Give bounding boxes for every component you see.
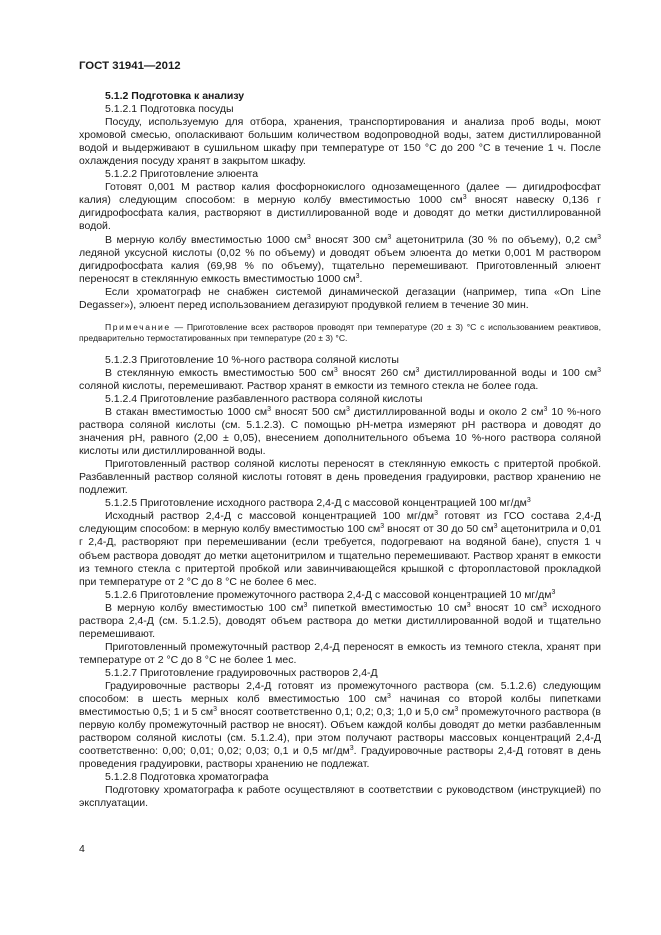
- document-body: [79, 90, 601, 810]
- note-text: — Приготовление всех растворов проводят при температуре (20 ± 3) °С с использованием реактивов, предварительно термостатированных при температуре (20 ± 3) °С.: [79, 321, 601, 343]
- note: [79, 322, 601, 344]
- section-heading: 5.1.2.1 Подготовка посуды: [105, 103, 234, 116]
- paragraph: Готовят 0,001 М раствор калия фосфорнокислого однозамещенного (далее — дигидрофосфат калия) следующим способом: в мерную колбу вместимостью 1000 $см^3$ вносят навеску 0,136 г дигидрофосфата калия, растворяют в дистиллированной воде и доводят до метки дистиллированной водой.: [79, 181, 601, 233]
- section-heading: 5.1.2.2 Приготовление элюента: [105, 168, 259, 181]
- paragraph: Приготовленный промежуточный раствор 2,4-Д переносят в емкость из темного стекла, хранят при температуре от 2 °С до 8 °С не более 1 мес.: [79, 640, 601, 666]
- paragraph: В мерную колбу вместимостью 100 $см^3$ пипеткой вместимостью 10 $см^3$ вносят 10 $см^3$ исходного раствора 2,4-Д (см. 5.1.2.5), доводят объем раствора до метки дистиллированной водой и тщательно перемешивают.: [79, 601, 601, 640]
- paragraph: Исходный раствор 2,4-Д с массовой концентрацией 100 $мг/дм^3$ готовят из ГСО состава 2,4-Д следующим способом: в мерную колбу вместимостью 100 $см^3$ вносят от 30 до 50 $см^3$ ацетонитрила и 0,01 г 2,4-Д, растворяют при перемешивании (если требуется, подогревают на водяной бане), спустя 1 ч объем раствора доводят до метки ацетонитрилом и тщательно перемешивают. Раствор хранят в емкости из темного стекла с притертой пробкой или завинчивающейся крышкой с фторопластовой прокладкой при температуре от 2 °С до 8 °С не более 6 мес.: [79, 510, 601, 588]
- page-number: 4: [79, 843, 85, 855]
- section-heading: 5.1.2.7 Приготовление градуировочных растворов 2,4-Д: [105, 666, 378, 679]
- section-heading: 5.1.2.5 Приготовление исходного раствора 2,4-Д с массовой концентрацией 100 $мг/дм^3$: [105, 497, 531, 510]
- paragraph: В мерную колбу вместимостью 1000 $см^3$ вносят 300 $см^3$ ацетонитрила (30 % по объему), 0,2 $см^3$ ледяной уксусной кислоты (0,02 % по объему) и доводят объем элюента до метки 0,001 М раствором дигидрофосфата калия (69,98 % по объему), тщательно перемешивают. Приготовленный элюент переносят в стеклянную емкость вместимостью 1000 $см^3$.: [79, 233, 601, 285]
- paragraph: В стакан вместимостью 1000 $см^3$ вносят 500 $см^3$ дистиллированной воды и около 2 $см^3$ 10 %-ного раствора соляной кислоты (см. 5.1.2.3). С помощью pH-метра измеряют pH раствора и доводят до значения pH, равного (2,00 ± 0,05), внесением дополнительного объема 10 %-ного раствора соляной кислоты или дистиллированной воды.: [79, 405, 602, 458]
- paragraph: Если хроматограф не снабжен системой динамической дегазации (например, типа «On Line Degasser»), элюент перед использованием дегазируют продувкой гелием в течение 30 мин.: [79, 285, 601, 311]
- paragraph: Приготовленный раствор соляной кислоты переносят в стеклянную емкость с притертой пробкой. Разбавленный раствор соляной кислоты готовят в день проведения градуировки, раствор хранению не подлежит.: [79, 458, 601, 497]
- paragraph: В стеклянную емкость вместимостью 500 $см^3$ вносят 260 $см^3$ дистиллированной воды и 100 $см^3$ соляной кислоты, перемешивают. Раствор хранят в емкости из темного стекла не более года.: [79, 366, 602, 392]
- section-heading: 5.1.2.3 Приготовление 10 %-ного раствора соляной кислоты: [105, 353, 399, 366]
- section-heading: 5.1.2.6 Приготовление промежуточного раствора 2,4-Д с массовой концентрацией 10 $мг/дм^3$: [105, 588, 556, 601]
- section-heading: 5.1.2 Подготовка к анализу: [105, 90, 245, 102]
- note-label: Примечание: [105, 321, 171, 332]
- paragraph: Посуду, используемую для отбора, хранения, транспортирования и анализа проб воды, моют хромовой смесью, ополаскивают большим количеством водопроводной воды, затем дистиллированной водой и выдерживают в сушильном шкафу при температуре от 150 °С до 200 °С в течение 1 ч. После охлаждения посуду хранят в закрытом шкафу.: [79, 116, 601, 168]
- document-header: ГОСТ 31941—2012: [79, 60, 181, 72]
- paragraph: Градуировочные растворы 2,4-Д готовят из промежуточного раствора (см. 5.1.2.6) следующим способом: в шесть мерных колб вместимостью 100 $см^3$ начиная со второй колбы пипетками вместимостью 0,5; 1 и 5 $см^3$ вносят соответственно 0,1; 0,2; 0,3; 1,0 и 5,0 $см^3$ промежуточного раствора (в первую колбу промежуточный раствор не вносят). Объем каждой колбы доводят до метки разбавленным раствором соляной кислоты (см. 5.1.2.4), при этом получают растворы массовых концентраций 2,4-Д соответственно: 0,00; 0,01; 0,02; 0,03; 0,1 и 0,5 $мг/дм^3$. Градуировочные растворы 2,4-Д готовят в день проведения градуировки, растворы хранению не подлежат.: [79, 679, 602, 771]
- section-heading: 5.1.2.4 Приготовление разбавленного раствора соляной кислоты: [105, 392, 423, 405]
- paragraph: Подготовку хроматографа к работе осуществляют в соответствии с руководством (инструкцией) по эксплуатации.: [79, 784, 601, 810]
- section-heading: 5.1.2.8 Подготовка хроматографа: [105, 771, 269, 784]
